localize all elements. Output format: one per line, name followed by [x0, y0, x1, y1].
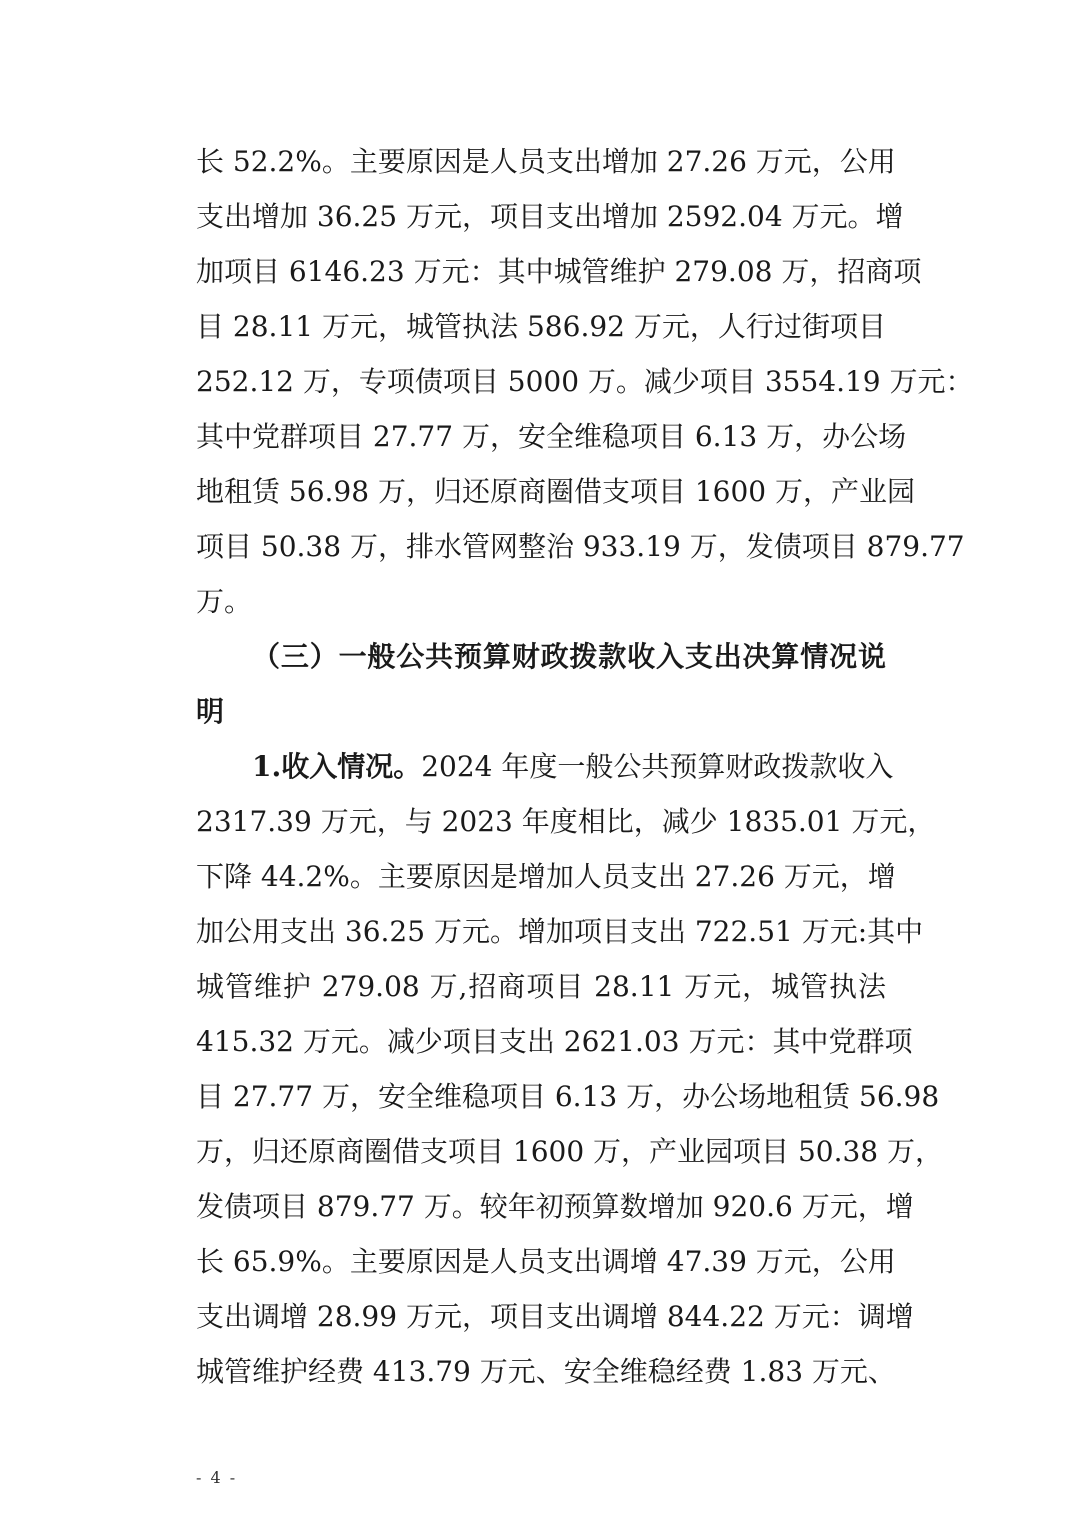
section-heading-line-1: （三）一般公共预算财政拨款收入支出决算情况说	[252, 640, 886, 673]
text-line: 地租赁 56.98 万，归还原商圈借支项目 1600 万，产业园	[196, 475, 916, 508]
text-line: 长 65.9%。主要原因是人员支出调增 47.39 万元，公用	[196, 1245, 896, 1278]
paragraph-2-first-line	[196, 739, 894, 794]
text-line: 长 52.2%。主要原因是人员支出增加 27.26 万元，公用	[196, 145, 896, 178]
text-line: 加项目 6146.23 万元：其中城管维护 279.08 万，招商项	[196, 255, 922, 288]
income-subheading: 1.收入情况。	[252, 750, 422, 783]
paragraph-2	[196, 739, 944, 1399]
text-line: 2317.39 万元，与 2023 年度相比，减少 1835.01 万元，	[196, 805, 936, 838]
text-line: 支出调增 28.99 万元，项目支出调增 844.22 万元：调增	[196, 1300, 914, 1333]
text-line: 支出增加 36.25 万元，项目支出增加 2592.04 万元。增	[196, 200, 904, 233]
text-line: 发债项目 879.77 万。较年初预算数增加 920.6 万元，增	[196, 1190, 914, 1223]
section-heading	[196, 629, 886, 739]
text-line: 项目 50.38 万，排水管网整治 933.19 万，发债项目 879.77	[196, 530, 965, 563]
paragraph-1	[196, 134, 974, 629]
text-line: 加公用支出 36.25 万元。增加项目支出 722.51 万元:其中	[196, 915, 924, 948]
body-text	[196, 134, 974, 1399]
text-line: 其中党群项目 27.77 万，安全维稳项目 6.13 万，办公场	[196, 420, 907, 453]
text-line: 252.12 万，专项债项目 5000 万。减少项目 3554.19 万元：	[196, 365, 974, 398]
page-number: - 4 -	[196, 1468, 238, 1487]
section-heading-line-2: 明	[196, 695, 225, 728]
text-line: 城管维护 279.08 万,招商项目 28.11 万元，城管执法	[196, 970, 886, 1003]
text-line: 目 28.11 万元，城管执法 586.92 万元，人行过街项目	[196, 310, 886, 343]
text-line: 万，归还原商圈借支项目 1600 万，产业园项目 50.38 万，	[196, 1135, 944, 1168]
text-line: 下降 44.2%。主要原因是增加人员支出 27.26 万元，增	[196, 860, 896, 893]
paragraph-2-lead-text: 2024 年度一般公共预算财政拨款收入	[421, 750, 894, 783]
text-line: 目 27.77 万，安全维稳项目 6.13 万，办公场地租赁 56.98	[196, 1080, 940, 1113]
text-line: 万。	[196, 585, 253, 618]
text-line: 城管维护经费 413.79 万元、安全维稳经费 1.83 万元、	[196, 1355, 896, 1388]
text-line: 415.32 万元。减少项目支出 2621.03 万元：其中党群项	[196, 1025, 913, 1058]
